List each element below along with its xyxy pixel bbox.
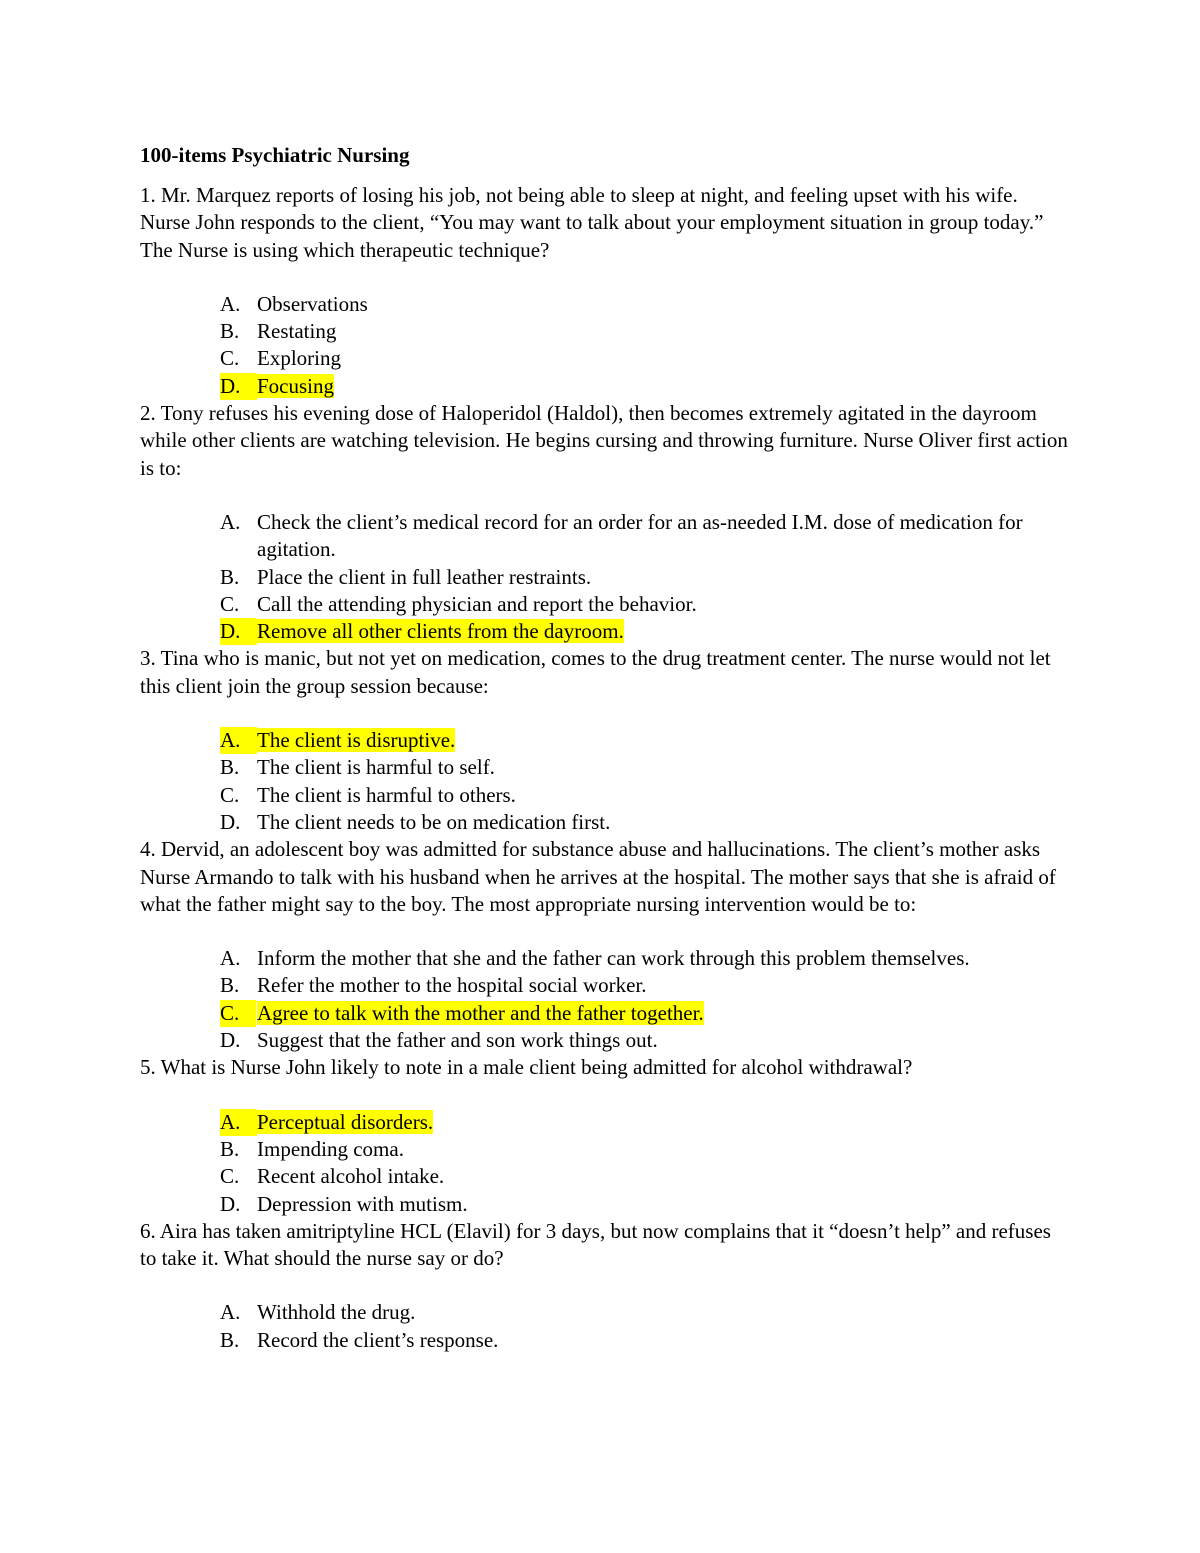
question-4: [140, 836, 1070, 1054]
option-text: Record the client’s response.: [257, 1327, 499, 1352]
option-letter: A.: [220, 1109, 257, 1136]
option-letter: D.: [220, 618, 257, 645]
option-text: Remove all other clients from the dayroom.: [257, 619, 624, 644]
option-text: Refer the mother to the hospital social worker.: [257, 973, 647, 998]
option-text: Perceptual disorders.: [257, 1109, 434, 1134]
option-text: Recent alcohol intake.: [257, 1164, 445, 1189]
option-letter: B.: [220, 564, 240, 589]
document-title: 100-items Psychiatric Nursing: [140, 143, 410, 167]
answer-option: [140, 509, 1070, 564]
option-text: Check the client’s medical record for an order for an as-needed I.M. dose of medication for agitation.: [257, 509, 1023, 562]
option-letter: C.: [220, 1164, 240, 1189]
question-2: [140, 400, 1070, 645]
option-letter: D.: [220, 373, 257, 400]
answer-option: [140, 782, 1070, 809]
answer-options: [140, 945, 1070, 1054]
option-letter: B.: [220, 1136, 240, 1161]
option-text: Depression with mutism.: [257, 1191, 468, 1216]
option-letter: A.: [220, 291, 241, 316]
option-letter: D.: [220, 1028, 241, 1053]
option-text: Place the client in full leather restraints.: [257, 564, 592, 589]
option-text: Call the attending physician and report the behavior.: [257, 591, 697, 616]
option-letter: B.: [220, 755, 240, 780]
answer-option: [140, 591, 1070, 618]
question-6: [140, 1218, 1070, 1354]
answer-option-highlighted: [140, 727, 1070, 754]
option-letter: C.: [220, 1000, 256, 1027]
option-text: Focusing: [257, 373, 335, 398]
question-stem: 4. Dervid, an adolescent boy was admitted for substance abuse and hallucinations. The client’s mother asks Nurse Armando to talk with his husband when he arrives at the hospital. The mother says that she is afraid of what the father might say to the boy. The most appropriate nursing intervention would be to:: [140, 837, 1056, 916]
question-stem: 6. Aira has taken amitriptyline HCL (Elavil) for 3 days, but now complains that it “doesn’t help” and refuses to take it. What should the nurse say or do?: [140, 1218, 1051, 1271]
option-text: Impending coma.: [257, 1136, 404, 1161]
answer-option-highlighted: [140, 1109, 1070, 1136]
option-letter: B.: [220, 319, 240, 344]
answer-option: [140, 345, 1070, 372]
question-list: [140, 182, 1070, 1354]
option-letter: A.: [220, 946, 241, 971]
option-letter: D.: [220, 1191, 241, 1216]
answer-option: [140, 1327, 1070, 1354]
answer-options: [140, 291, 1070, 400]
question-stem: 3. Tina who is manic, but not yet on medication, comes to the drug treatment center. The nurse would not let this client join the group session because:: [140, 646, 1051, 698]
answer-option: [140, 1299, 1070, 1326]
answer-option: [140, 945, 1070, 972]
option-letter: B.: [220, 973, 240, 998]
answer-option: [140, 754, 1070, 781]
answer-options: [140, 509, 1070, 645]
answer-option: [140, 1163, 1070, 1190]
document-page: [140, 142, 1070, 1354]
option-text: The client is disruptive.: [257, 728, 456, 753]
answer-options: [140, 1109, 1070, 1218]
option-text: Withhold the drug.: [257, 1300, 416, 1325]
option-text: The client is harmful to self.: [257, 755, 495, 780]
answer-option-highlighted: [140, 618, 1070, 645]
answer-option-highlighted: [140, 1000, 1070, 1027]
option-text: Inform the mother that she and the father can work through this problem themselves.: [257, 946, 970, 971]
answer-option: [140, 291, 1070, 318]
question-1: [140, 182, 1070, 400]
question-stem: 1. Mr. Marquez reports of losing his job, not being able to sleep at night, and feeling upset with his wife. Nurse John responds to the client, “You may want to talk about your employment situation in group today.” The Nurse is using which therapeutic technique?: [140, 183, 1044, 262]
option-text: Restating: [257, 319, 337, 344]
option-letter: A.: [220, 727, 257, 754]
option-text: The client needs to be on medication first.: [257, 809, 611, 834]
option-text: Exploring: [257, 346, 341, 371]
answer-option: [140, 972, 1070, 999]
answer-option: [140, 1136, 1070, 1163]
question-5: [140, 1054, 1070, 1217]
option-letter: C.: [220, 782, 240, 807]
question-3: [140, 645, 1070, 836]
option-letter: B.: [220, 1327, 240, 1352]
option-text: Agree to talk with the mother and the father together.: [257, 1000, 704, 1025]
option-text: The client is harmful to others.: [257, 782, 516, 807]
answer-options: [140, 727, 1070, 836]
answer-option-highlighted: [140, 373, 1070, 400]
option-letter: A.: [220, 509, 241, 534]
option-letter: C.: [220, 591, 240, 616]
option-text: Observations: [257, 291, 368, 316]
answer-option: [140, 318, 1070, 345]
answer-option: [140, 564, 1070, 591]
answer-option: [140, 1027, 1070, 1054]
answer-option: [140, 1191, 1070, 1218]
option-letter: D.: [220, 809, 241, 834]
answer-option: [140, 809, 1070, 836]
option-letter: A.: [220, 1300, 241, 1325]
answer-options: [140, 1299, 1070, 1354]
option-text: Suggest that the father and son work things out.: [257, 1028, 658, 1053]
question-stem: 2. Tony refuses his evening dose of Haloperidol (Haldol), then becomes extremely agitated in the dayroom while other clients are watching television. He begins cursing and throwing furniture. Nurse Oliver first action is to:: [140, 401, 1068, 480]
question-stem: 5. What is Nurse John likely to note in a male client being admitted for alcohol withdrawal?: [140, 1055, 913, 1080]
option-letter: C.: [220, 346, 240, 371]
